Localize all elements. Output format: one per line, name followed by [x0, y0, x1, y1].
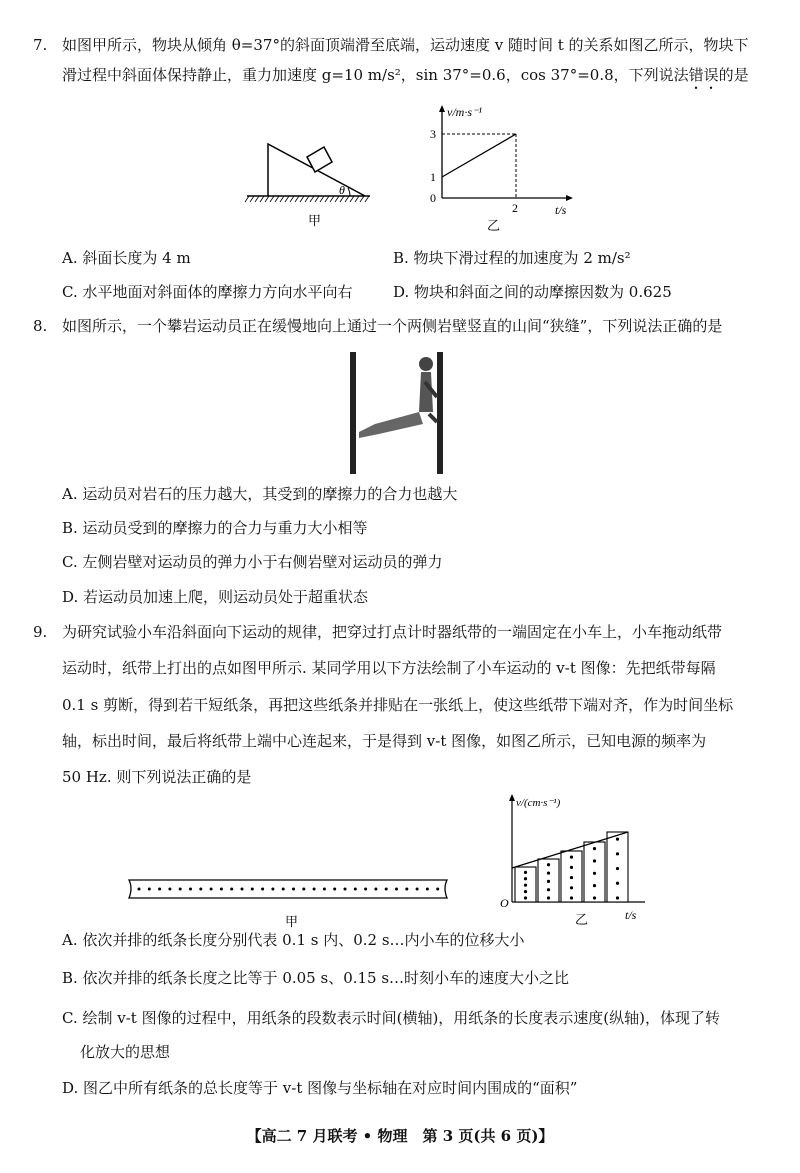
q9-option-a[interactable]: A. 依次并排的纸条长度分别代表 0.1 s 内、0.2 s…内小车的位移大小 — [62, 931, 525, 949]
tape-dot — [138, 888, 141, 891]
tape-dot — [313, 888, 316, 891]
strip-dot — [524, 871, 527, 874]
fig-caption-jia: 甲 — [308, 213, 322, 228]
fig-caption-jia: 甲 — [285, 914, 299, 929]
tape-dot — [395, 888, 398, 891]
strip-dot — [593, 896, 596, 899]
theta-label: θ — [339, 183, 345, 197]
ground-hatch — [280, 196, 284, 202]
q8-option-a[interactable]: A. 运动员对岩石的压力越大，其受到的摩擦力的合力也越大 — [62, 485, 458, 503]
q7-vt-graph — [425, 100, 585, 240]
q7-stem-line1: 如图甲所示，物块从倾角 θ=37°的斜面顶端滑至底端，运动速度 v 随时间 t 的关系如图乙所示，物块下 — [62, 36, 749, 54]
x-axis-label: t/s — [555, 203, 567, 217]
ground-hatch — [260, 196, 264, 202]
ground-hatch — [345, 196, 349, 202]
ground-hatch — [295, 196, 299, 202]
strip-dot — [570, 856, 573, 859]
ground-hatch — [275, 196, 279, 202]
strip-dot — [524, 890, 527, 893]
q7-option-d[interactable]: D. 物块和斜面之间的动摩擦因数为 0.625 — [393, 283, 672, 301]
q7-option-b[interactable]: B. 物块下滑过程的加速度为 2 m/s² — [393, 249, 631, 267]
tape-dot — [354, 888, 357, 891]
ground-hatch — [300, 196, 304, 202]
q7-emphasis: 错误 — [688, 66, 719, 84]
ground-hatch — [310, 196, 314, 202]
block — [307, 147, 332, 172]
strip-dot — [524, 877, 527, 880]
tape-dot — [230, 888, 233, 891]
ground-hatch — [250, 196, 254, 202]
strip-dot — [570, 876, 573, 879]
tape-dot — [210, 888, 213, 891]
tape-dot — [179, 888, 182, 891]
x-tick: 2 — [512, 201, 518, 215]
fig-caption-yi: 乙 — [575, 912, 589, 927]
tape-dot — [189, 888, 192, 891]
q8-stem: 如图所示，一个攀岩运动员正在缓慢地向上通过一个两侧岩壁竖直的山间“狭缝”，下列说法正确的是 — [62, 317, 723, 335]
tape-dot — [344, 888, 347, 891]
strip-dot — [547, 871, 550, 874]
ground-hatch — [245, 196, 249, 202]
q9-stem-line3: 0.1 s 剪断，得到若干短纸条，再把这些纸条并排贴在一张纸上，使这些纸带下端对齐，作为时间坐标 — [62, 696, 734, 714]
strip-dot — [593, 884, 596, 887]
ground-hatch — [350, 196, 354, 202]
fig-caption-yi: 乙 — [487, 218, 501, 233]
ground-hatch — [255, 196, 259, 202]
q7-stem-line2 — [62, 65, 749, 93]
strip-dot — [593, 859, 596, 862]
page-footer: 【高二 7 月联考 • 物理 第 3 页(共 6 页)】 — [246, 1127, 554, 1145]
q7-option-a[interactable]: A. 斜面长度为 4 m — [62, 249, 191, 267]
q7-stem-end: 的是 — [718, 66, 749, 84]
q9-number: 9. — [33, 623, 48, 641]
ground-hatch — [315, 196, 319, 202]
q9-strip-vt-graph — [495, 792, 655, 927]
tape-dot — [292, 888, 295, 891]
q7-stem-text: 滑过程中斜面体保持静止，重力加速度 g=10 m/s²，sin 37°=0.6，cos 37°=0.8，下列说法 — [62, 66, 689, 84]
tape-dot — [261, 888, 264, 891]
strip-dot — [570, 886, 573, 889]
ground-hatch — [270, 196, 274, 202]
q9-stem-line5: 50 Hz. 则下列说法正确的是 — [62, 768, 252, 786]
tape-dot — [251, 888, 254, 891]
tape-dot — [436, 888, 439, 891]
ground-hatch — [330, 196, 334, 202]
strip-dot — [570, 896, 573, 899]
y-tick: 1 — [430, 170, 436, 184]
strip-dot — [547, 863, 550, 866]
tape-dot — [333, 888, 336, 891]
tape-dot — [271, 888, 274, 891]
tape-dot — [374, 888, 377, 891]
tape-dot — [364, 888, 367, 891]
ground-hatch — [320, 196, 324, 202]
ground-hatch — [355, 196, 359, 202]
tape-dot — [405, 888, 408, 891]
tape-dot — [220, 888, 223, 891]
strip-dot — [570, 866, 573, 869]
q9-option-c-cont: 化放大的思想 — [80, 1043, 171, 1061]
q8-option-c[interactable]: C. 左侧岩壁对运动员的弹力小于右侧岩壁对运动员的弹力 — [62, 553, 443, 571]
q9-option-d[interactable]: D. 图乙中所有纸条的总长度等于 v-t 图像与坐标轴在对应时间内围成的“面积” — [62, 1079, 578, 1097]
ground-hatch — [285, 196, 289, 202]
q7-incline-figure — [245, 130, 385, 240]
origin-label: O — [500, 896, 509, 910]
ground-hatch — [365, 196, 369, 202]
strip-dot — [616, 867, 619, 870]
x-axis-label: t/s — [625, 908, 637, 922]
tape-dot — [158, 888, 161, 891]
y-axis-label: v/(cm·s⁻¹) — [516, 797, 561, 809]
q9-stem-line1: 为研究试验小车沿斜面向下运动的规律，把穿过打点计时器纸带的一端固定在小车上，小车拖动纸带 — [62, 623, 723, 641]
strip-dot — [547, 888, 550, 891]
tape-dot — [168, 888, 171, 891]
tape-dot — [323, 888, 326, 891]
strip-dot — [616, 882, 619, 885]
q9-stem-line4: 轴，标出时间，最后将纸带上端中心连起来，于是得到 v-t 图像，如图乙所示，已知电源的频率为 — [62, 732, 707, 750]
q7-number: 7. — [33, 36, 48, 54]
q9-stem-line2: 运动时，纸带上打出的点如图甲所示. 某同学用以下方法绘制了小车运动的 v-t 图像：先把纸带每隔 — [62, 659, 716, 677]
ground-hatch — [325, 196, 329, 202]
tape-dot — [426, 888, 429, 891]
strip-dot — [547, 896, 550, 899]
q9-option-c[interactable]: C. 绘制 v-t 图像的过程中，用纸条的段数表示时间(横轴)，用纸条的长度表示速度(纵轴)，体现了转 — [62, 1009, 720, 1027]
ground-hatch — [290, 196, 294, 202]
q8-climber-figure — [345, 352, 455, 477]
strip-dot — [616, 852, 619, 855]
tape-dot — [148, 888, 151, 891]
q9-option-b[interactable]: B. 依次并排的纸条长度之比等于 0.05 s、0.15 s…时刻小车的速度大小之比 — [62, 969, 570, 987]
strip-dot — [547, 880, 550, 883]
y-tick: 0 — [430, 191, 436, 205]
q9-tape-figure — [125, 878, 455, 928]
strip-dot — [593, 847, 596, 850]
q7-option-c[interactable]: C. 水平地面对斜面体的摩擦力方向水平向右 — [62, 283, 353, 301]
q8-option-d[interactable]: D. 若运动员加速上爬，则运动员处于超重状态 — [62, 588, 369, 606]
tape-dot — [241, 888, 244, 891]
y-axis-label: v/m·s⁻¹ — [447, 105, 482, 119]
tape-dot — [199, 888, 202, 891]
strip-dot — [616, 838, 619, 841]
strip-dot — [524, 896, 527, 899]
tape-dot — [416, 888, 419, 891]
tape-dot — [302, 888, 305, 891]
ground-hatch — [360, 196, 364, 202]
q8-option-b[interactable]: B. 运动员受到的摩擦力的合力与重力大小相等 — [62, 519, 368, 537]
q8-number: 8. — [33, 317, 48, 335]
strip-dot — [616, 896, 619, 899]
ground-hatch — [265, 196, 269, 202]
y-tick: 3 — [430, 127, 436, 141]
tape-dot — [282, 888, 285, 891]
tape-dot — [385, 888, 388, 891]
strip-dot — [593, 872, 596, 875]
strip-dot — [524, 884, 527, 887]
ground-hatch — [305, 196, 309, 202]
